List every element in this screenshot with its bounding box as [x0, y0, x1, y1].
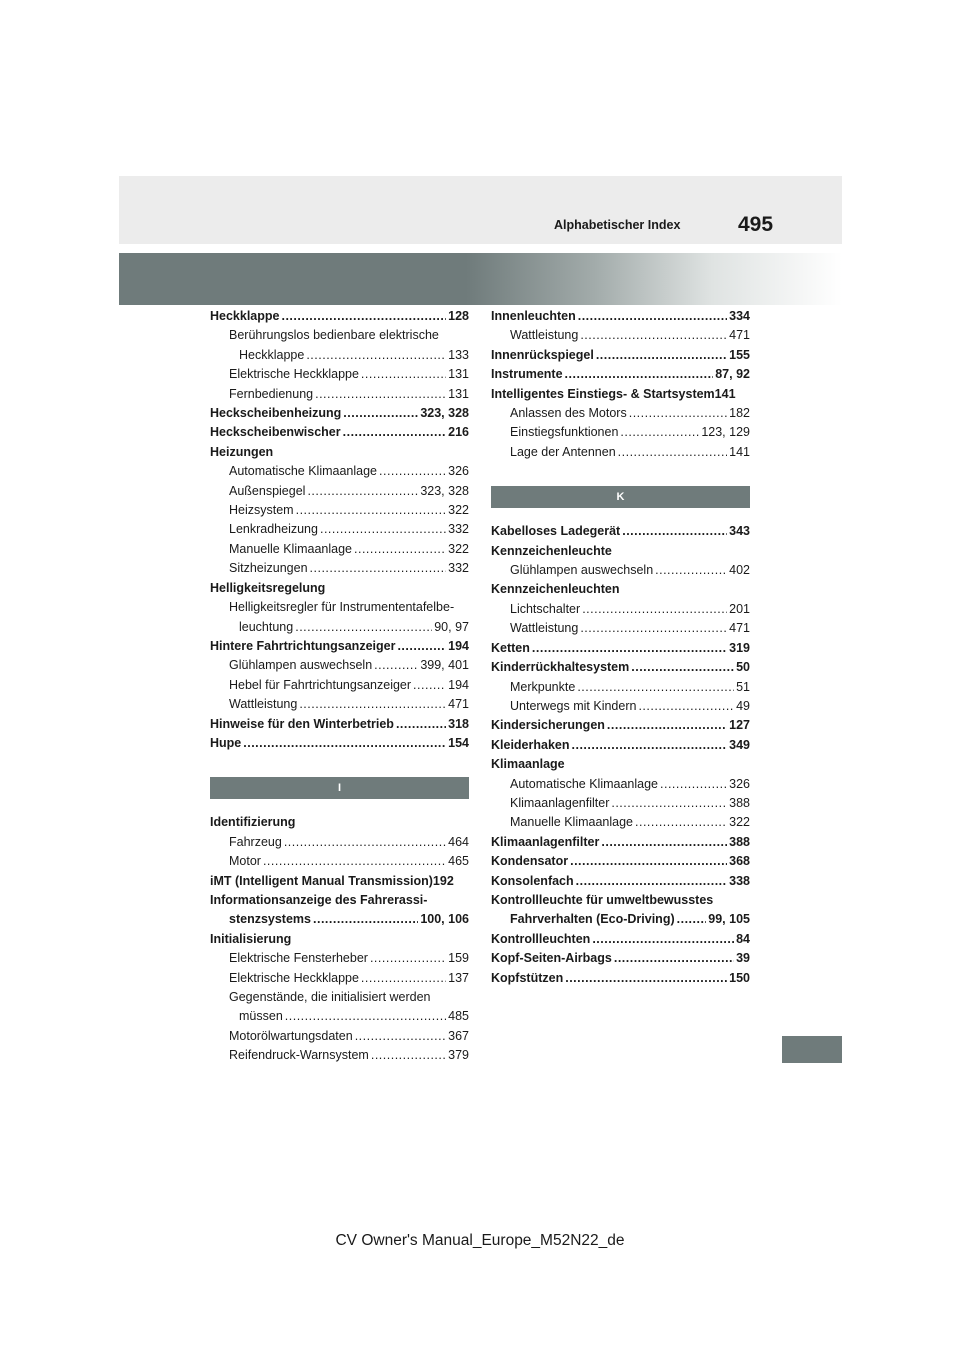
dot-leader: [343, 423, 447, 442]
index-entry: [210, 1027, 469, 1046]
footer-document-id: CV Owner's Manual_Europe_M52N22_de: [335, 1232, 625, 1249]
dot-leader: [580, 619, 727, 638]
index-entry-page: 159: [448, 951, 469, 966]
index-entry-page: 338: [729, 873, 750, 888]
index-entry-term: Klimaanlagenfilter: [510, 795, 610, 810]
index-entry: Gegenstände, die initialisiert werden: [229, 990, 431, 1004]
index-entry-term: Innenrückspiegel: [491, 347, 594, 362]
index-entry: [491, 969, 750, 988]
index-entry-page: 323, 328: [420, 406, 469, 421]
index-entry: [210, 482, 469, 501]
header-background: [119, 176, 842, 244]
index-entry-term: Kopf-Seiten-Airbags: [491, 951, 612, 966]
index-entry-term: Motorölwartungsdaten: [229, 1028, 353, 1043]
dot-leader: [614, 949, 734, 968]
index-entry-page: 471: [448, 697, 469, 712]
index-entry-term: Hebel für Fahrtrichtungsanzeiger: [229, 677, 412, 692]
index-entry-page: 137: [448, 970, 469, 985]
index-entry-term: Motor: [229, 854, 261, 869]
index-entry: [491, 522, 750, 541]
index-entry-page: 471: [729, 621, 750, 636]
dot-leader: [310, 559, 447, 578]
dot-leader: [580, 326, 727, 345]
index-entry-term: Elektrische Fensterheber: [229, 951, 368, 966]
index-entry: Initialisierung: [210, 931, 292, 946]
letter-heading-k: K: [491, 486, 750, 508]
index-entry-page: 49: [736, 698, 750, 713]
index-entry: [491, 910, 750, 929]
index-entry-page: 128: [448, 309, 469, 323]
index-entry-term: Kabelloses Ladegerät: [491, 524, 621, 539]
index-entry-page: 367: [448, 1028, 469, 1043]
index-entry: [210, 404, 469, 423]
index-entry-term: Fahrzeug: [229, 834, 282, 849]
dot-leader: [607, 716, 727, 735]
index-entry-page: 39: [736, 951, 750, 966]
dot-leader: [596, 346, 727, 365]
index-entry: Intelligentes Einstiegs- & Startsystem141: [491, 386, 736, 401]
index-entry-term: Klimaanlagenfilter: [491, 834, 600, 849]
index-entry: [210, 1046, 469, 1065]
index-entry-page: 194: [448, 638, 469, 653]
index-entry: [210, 1007, 469, 1026]
dot-leader: [629, 404, 727, 423]
index-entry-term: Glühlampen auswechseln: [510, 563, 654, 578]
index-entry: [491, 794, 750, 813]
index-entry: [210, 559, 469, 578]
index-entry-term: Hinweise für den Winterbetrieb: [210, 716, 394, 731]
index-group-h: [210, 307, 469, 753]
index-entry-term: Elektrische Heckklappe: [229, 367, 359, 382]
index-entry: Berührungslos bedienbare elektrische: [229, 328, 439, 343]
dot-leader: [315, 385, 446, 404]
index-entry-term: stenzsystems: [229, 912, 311, 927]
index-entry-page: 87, 92: [715, 367, 750, 382]
index-entry-page: 343: [729, 524, 750, 539]
dot-leader: [570, 852, 727, 871]
index-entry-term: Heckscheibenwischer: [210, 425, 341, 440]
page-number: 495: [738, 213, 774, 236]
index-entry-term: Konsolenfach: [491, 873, 574, 888]
index-entry: [491, 443, 750, 462]
index-entry: [491, 404, 750, 423]
dot-leader: [576, 872, 727, 891]
index-entry-term: Manuelle Klimaanlage: [510, 815, 633, 830]
dot-leader: [622, 522, 727, 541]
index-entry-term: müssen: [239, 1009, 283, 1024]
index-entry-term: Kopfstützen: [491, 970, 564, 985]
index-entry-page: 334: [729, 309, 750, 323]
index-entry: [210, 969, 469, 988]
index-entry: [491, 949, 750, 968]
index-entry-term: Ketten: [491, 640, 530, 655]
index-entry: [210, 520, 469, 539]
index-entry: [210, 949, 469, 968]
index-entry-page: 379: [448, 1048, 469, 1063]
dot-leader: [532, 639, 727, 658]
dot-leader: [285, 1007, 446, 1026]
index-entry-term: Sitzheizungen: [229, 561, 308, 576]
index-entry-term: Hupe: [210, 735, 242, 750]
dot-leader: [655, 561, 727, 580]
dot-leader: [355, 1027, 446, 1046]
dot-leader: [572, 736, 728, 755]
index-entry-page: 319: [729, 640, 750, 655]
index-entry-term: Wattleistung: [510, 621, 579, 636]
dot-leader: [396, 715, 446, 734]
index-entry: Heizungen: [210, 444, 274, 459]
index-entry-term: Fernbedienung: [229, 386, 314, 401]
index-entry-term: Glühlampen auswechseln: [229, 658, 373, 673]
index-entry-page: 216: [448, 425, 469, 440]
index-column-right: [491, 307, 750, 988]
dot-leader: [354, 540, 446, 559]
index-entry: [210, 423, 469, 442]
index-entry: [210, 695, 469, 714]
dot-leader: [320, 520, 446, 539]
dot-leader: [413, 676, 446, 695]
index-entry: [491, 600, 750, 619]
index-entry: [491, 619, 750, 638]
index-entry-page: 100, 106: [420, 912, 469, 927]
index-entry: [210, 910, 469, 929]
index-entry: [491, 365, 750, 384]
index-entry: iMT (Intelligent Manual Transmission)192: [210, 873, 454, 888]
dot-leader: [635, 813, 727, 832]
dot-leader: [638, 697, 734, 716]
dot-leader: [379, 462, 446, 481]
index-entry: [210, 833, 469, 852]
index-entry-page: 399, 401: [420, 658, 469, 673]
dot-leader: [565, 969, 727, 988]
section-title: Alphabetischer Index: [554, 218, 681, 232]
index-entry-term: Heckklappe: [210, 309, 280, 323]
index-entry-page: 90, 97: [434, 619, 469, 634]
index-entry: [210, 656, 469, 675]
dot-leader: [370, 949, 446, 968]
index-entry: [210, 715, 469, 734]
index-entry: [210, 365, 469, 384]
index-entry: [210, 501, 469, 520]
index-entry-term: Heizsystem: [229, 503, 294, 518]
index-entry: [491, 639, 750, 658]
index-entry: [491, 346, 750, 365]
dot-leader: [611, 794, 727, 813]
dot-leader: [313, 910, 418, 929]
index-entry: Kennzeichenleuchte: [491, 543, 612, 558]
index-entry: [210, 852, 469, 871]
dot-leader: [284, 833, 446, 852]
index-entry-term: Kindersicherungen: [491, 718, 605, 733]
dot-leader: [295, 618, 432, 637]
index-entry-page: 182: [729, 406, 750, 421]
index-entry-term: leuchtung: [239, 619, 294, 634]
index-entry: [491, 326, 750, 345]
dot-leader: [582, 600, 727, 619]
index-entry-page: 465: [448, 854, 469, 869]
dot-leader: [307, 482, 418, 501]
dot-leader: [618, 443, 727, 462]
dot-leader: [263, 852, 446, 871]
index-entry-term: Manuelle Klimaanlage: [229, 541, 352, 556]
index-entry-page: 322: [448, 503, 469, 518]
index-entry-term: Kinderrückhaltesystem: [491, 660, 630, 675]
index-entry: [210, 618, 469, 637]
index-entry-page: 150: [729, 970, 750, 985]
index-entry-page: 51: [736, 679, 750, 694]
index-entry-term: Lenkradheizung: [229, 522, 318, 537]
index-entry: [491, 775, 750, 794]
index-entry: [210, 307, 469, 326]
index-entry-term: Kondensator: [491, 854, 569, 869]
index-entry-page: 154: [448, 735, 469, 750]
index-entry: [491, 307, 750, 326]
index-entry-term: Wattleistung: [510, 328, 579, 343]
index-entry-term: Hintere Fahrtrichtungsanzeiger: [210, 638, 396, 653]
index-entry-term: Anlassen des Motors: [510, 406, 627, 421]
index-entry-page: 388: [729, 795, 750, 810]
index-entry-term: Instrumente: [491, 367, 563, 382]
index-entry: [491, 833, 750, 852]
index-entry-page: 471: [729, 328, 750, 343]
dot-leader: [374, 656, 418, 675]
dot-leader: [677, 910, 707, 929]
index-entry: [491, 561, 750, 580]
index-entry-term: Wattleistung: [229, 697, 298, 712]
index-entry-page: 123, 129: [701, 425, 750, 440]
index-entry-page: 402: [729, 563, 750, 578]
index-entry-term: Automatische Klimaanlage: [229, 464, 377, 479]
index-entry-term: Merkpunkte: [510, 679, 576, 694]
dot-leader: [660, 775, 727, 794]
index-entry-page: 194: [448, 677, 469, 692]
index-group-k: [491, 522, 750, 988]
dot-leader: [592, 930, 734, 949]
dot-leader: [299, 695, 446, 714]
index-entry: Klimaanlage: [491, 757, 565, 772]
dot-leader: [361, 365, 446, 384]
dot-leader: [371, 1046, 446, 1065]
index-entry-page: 99, 105: [708, 912, 750, 927]
index-entry-page: 50: [736, 660, 750, 675]
index-entry: Kennzeichenleuchten: [491, 582, 620, 597]
index-entry-term: Kontrollleuchten: [491, 931, 591, 946]
index-entry-term: Reifendruck-Warnsystem: [229, 1048, 369, 1063]
index-entry-page: 485: [448, 1009, 469, 1024]
index-entry: [210, 637, 469, 656]
index-entry: [491, 716, 750, 735]
index-entry: [491, 736, 750, 755]
index-entry-page: 84: [736, 931, 750, 946]
dot-leader: [577, 678, 734, 697]
dot-leader: [343, 404, 418, 423]
index-entry: [210, 462, 469, 481]
dot-leader: [601, 833, 727, 852]
index-entry-term: Lichtschalter: [510, 601, 581, 616]
dot-leader: [361, 969, 446, 988]
index-entry-page: 133: [448, 347, 469, 362]
index-entry: [210, 676, 469, 695]
index-entry-page: 368: [729, 854, 750, 869]
index-entry: Informationsanzeige des Fahrerassi-: [210, 892, 428, 907]
dot-leader: [281, 307, 446, 326]
dot-leader: [620, 423, 699, 442]
index-group-i-cont: [491, 307, 750, 462]
index-entry-page: 323, 328: [420, 483, 469, 498]
index-entry-page: 201: [729, 601, 750, 616]
index-entry: [491, 813, 750, 832]
index-entry-term: Fahrverhalten (Eco-Driving): [510, 912, 675, 927]
index-entry-page: 326: [729, 776, 750, 791]
letter-heading-i: I: [210, 777, 469, 799]
index-entry-page: 322: [729, 815, 750, 830]
index-entry: [210, 734, 469, 753]
dot-leader: [578, 307, 727, 326]
index-entry-page: 155: [729, 347, 750, 362]
dot-leader: [243, 734, 446, 753]
index-entry-term: Außenspiegel: [229, 483, 306, 498]
index-entry-page: 332: [448, 561, 469, 576]
index-entry-page: 349: [729, 737, 750, 752]
index-entry-page: 131: [448, 386, 469, 401]
index-column-left: [210, 307, 469, 1066]
index-entry-page: 141: [729, 444, 750, 459]
dot-leader: [306, 346, 446, 365]
index-entry-page: 326: [448, 464, 469, 479]
index-entry: [210, 346, 469, 365]
index-entry: Helligkeitsregler für Instrumententafelbe-: [229, 600, 455, 615]
dot-leader: [296, 501, 447, 520]
chapter-thumb-tab: [782, 1036, 842, 1063]
index-entry: [491, 697, 750, 716]
index-entry: [491, 658, 750, 677]
index-entry-term: Lage der Antennen: [510, 444, 616, 459]
index-entry-page: 322: [448, 541, 469, 556]
dot-leader: [631, 658, 734, 677]
dot-leader: [397, 637, 446, 656]
index-entry-term: Heckklappe: [239, 347, 305, 362]
index-entry-term: Innenleuchten: [491, 309, 576, 323]
header-band: [119, 253, 842, 305]
index-entry-term: Unterwegs mit Kindern: [510, 698, 637, 713]
index-entry: [491, 852, 750, 871]
index-entry-term: Kleiderhaken: [491, 737, 570, 752]
index-entry: [491, 872, 750, 891]
index-entry: [491, 678, 750, 697]
index-entry: [491, 423, 750, 442]
index-entry-page: 127: [729, 718, 750, 733]
index-entry-term: Heckscheibenheizung: [210, 406, 342, 421]
index-entry-page: 388: [729, 834, 750, 849]
index-entry-page: 464: [448, 834, 469, 849]
index-group-i: [210, 813, 469, 1065]
index-entry-term: Elektrische Heckklappe: [229, 970, 359, 985]
index-entry-term: Einstiegsfunktionen: [510, 425, 619, 440]
index-entry-page: 131: [448, 367, 469, 382]
index-entry: [210, 540, 469, 559]
index-entry: [491, 930, 750, 949]
index-entry: Helligkeitsregelung: [210, 580, 326, 595]
index-entry-term: Automatische Klimaanlage: [510, 776, 658, 791]
index-entry: Kontrollleuchte für umweltbewusstes: [491, 892, 714, 907]
index-entry-page: 332: [448, 522, 469, 537]
index-entry: [210, 385, 469, 404]
index-entry: Identifizierung: [210, 815, 296, 830]
dot-leader: [565, 365, 714, 384]
index-entry-page: 318: [448, 716, 469, 731]
